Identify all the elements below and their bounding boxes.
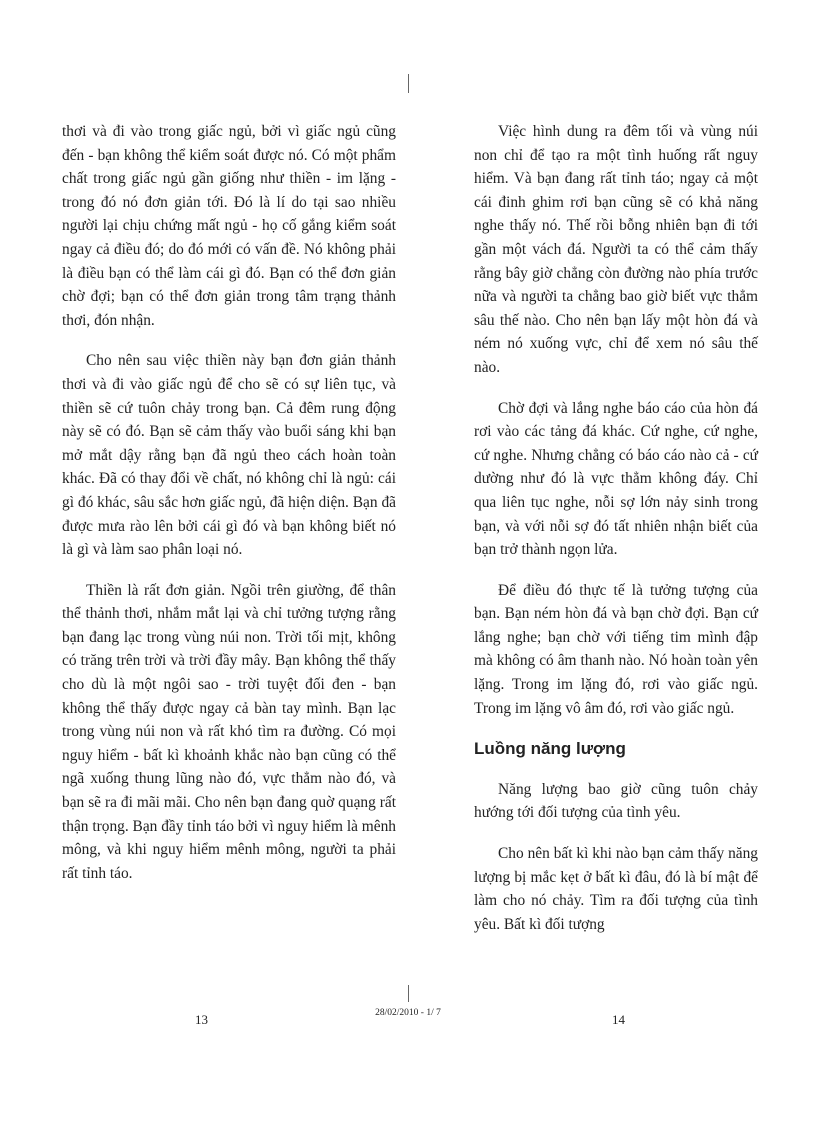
left-paragraph-2: Cho nên sau việc thiền này bạn đơn giản thảnh thơi và đi vào giấc ngủ để cho sẽ có sự liên tục, và thiền sẽ cứ tuôn chảy trong bạn. Cả đêm rung động này sẽ có đó. Bạn sẽ cảm thấy vào buổi sáng khi bạn mở mắt dậy rằng bạn đã ngủ theo cách hoàn toàn khác. Đã có thay đổi về chất, nó không chỉ là ngủ: cái gì đó khác, sâu sắc hơn giấc ngủ, đã hiện diện. Bạn đã được mưa rào lên bởi cái gì đó và bạn không biết nó là gì và làm sao phân loại nó.	[62, 352, 396, 559]
right-page-number: 14	[612, 1012, 625, 1027]
section-heading: Luồng năng lượng	[474, 739, 626, 759]
right-paragraph-2: Chờ đợi và lắng nghe báo cáo của hòn đá rơi vào các tảng đá khác. Cứ nghe, cứ nghe, cứ nghe. Nhưng chẳng có báo cáo nào cả - cứ dường như đó là vực thẳm không đáy. Chỉ qua liên tục nghe, nỗi sợ lớn nảy sinh trong bạn, và với nỗi sợ đó tất nhiên nhận biết của bạn trở thành ngọn lửa.	[474, 399, 758, 559]
right-paragraph-5: Cho nên bất kì khi nào bạn cảm thấy năng lượng bị mắc kẹt ở bất kì đâu, đó là bí mật để làm cho nó chảy. Tìm ra đối tượng của tình yêu. Bất kì đối tượng	[474, 845, 758, 933]
right-paragraph-1: Việc hình dung ra đêm tối và vùng núi non chỉ để tạo ra một tình huống rất nguy hiểm. Và bạn đang rất tỉnh táo; ngay cả một cái đinh ghim rơi bạn cũng sẽ có khả năng nghe thấy nó. Thế rồi bỗng nhiên bạn đi tới gần một vách đá. Người ta có thể cảm thấy rằng bây giờ chẳng còn đường nào phía trước nữa và người ta chẳng bao giờ biết vực thẳm sâu thế nào. Cho nên bạn lấy một hòn đá và ném nó xuống vực, chỉ để xem nó sâu thế nào.	[474, 123, 758, 376]
top-separator	[408, 74, 409, 93]
left-page-number: 13	[195, 1012, 208, 1027]
bottom-separator	[408, 985, 409, 1002]
footer-date: 28/02/2010 - 1/ 7	[375, 1008, 441, 1018]
left-page-text	[62, 120, 396, 902]
right-paragraph-3: Để điều đó thực tế là tưởng tượng của bạn. Bạn ném hòn đá và bạn chờ đợi. Bạn cứ lắng nghe; bạn chờ với tiếng tim mình đập mà không có âm thanh nào. Nó hoàn toàn yên lặng. Trong im lặng đó, rơi vào giấc ngủ. Trong im lặng vô âm đó, rơi vào giấc ngủ.	[474, 581, 758, 717]
left-paragraph-1: thơi và đi vào trong giấc ngủ, bởi vì giấc ngủ cũng đến - bạn không thể kiểm soát được nó. Có một phẩm chất trong giấc ngủ gần giống như thiền - im lặng - trong đó nó đơn giản tới. Đó là lí do tại sao nhiều người lại chịu chứng mất ngủ - họ cố gắng kiểm soát ngay cả điều đó; do đó mới có vấn đề. Nó không phải là điều bạn có thể làm cái gì đó. Bạn có thể đơn giản chờ đợi; bạn có thể đơn giản trong tâm trạng thảnh thơi, đón nhận.	[62, 123, 396, 329]
left-paragraph-3: Thiền là rất đơn giản. Ngồi trên giường, để thân thể thảnh thơi, nhắm mắt lại và chỉ tưởng tượng rằng bạn đang lạc trong vùng núi non. Trời tối mịt, không có trăng trên trời và trời đầy mây. Bạn không thể thấy cho dù là một ngôi sao - trời tuyệt đối đen - bạn không thể thấy được ngay cả bàn tay mình. Bạn lạc trong vùng núi non và rất khó tìm ra đường. Có mọi nguy hiểm - bất kì khoảnh khắc nào bạn cũng có thể ngã xuống thung lũng nào đó, vực thẳm nào đó, và bạn sẽ ra đi mãi mãi. Cho nên bạn đang quờ quạng rất thận trọng. Bạn đầy tỉnh táo bởi vì nguy hiểm là mênh mông, và khi nguy hiểm mênh mông, người ta phải rất tỉnh táo.	[62, 581, 396, 882]
right-page-text	[474, 120, 758, 953]
right-paragraph-4: Năng lượng bao giờ cũng tuôn chảy hướng tới đối tượng của tình yêu.	[474, 780, 758, 822]
